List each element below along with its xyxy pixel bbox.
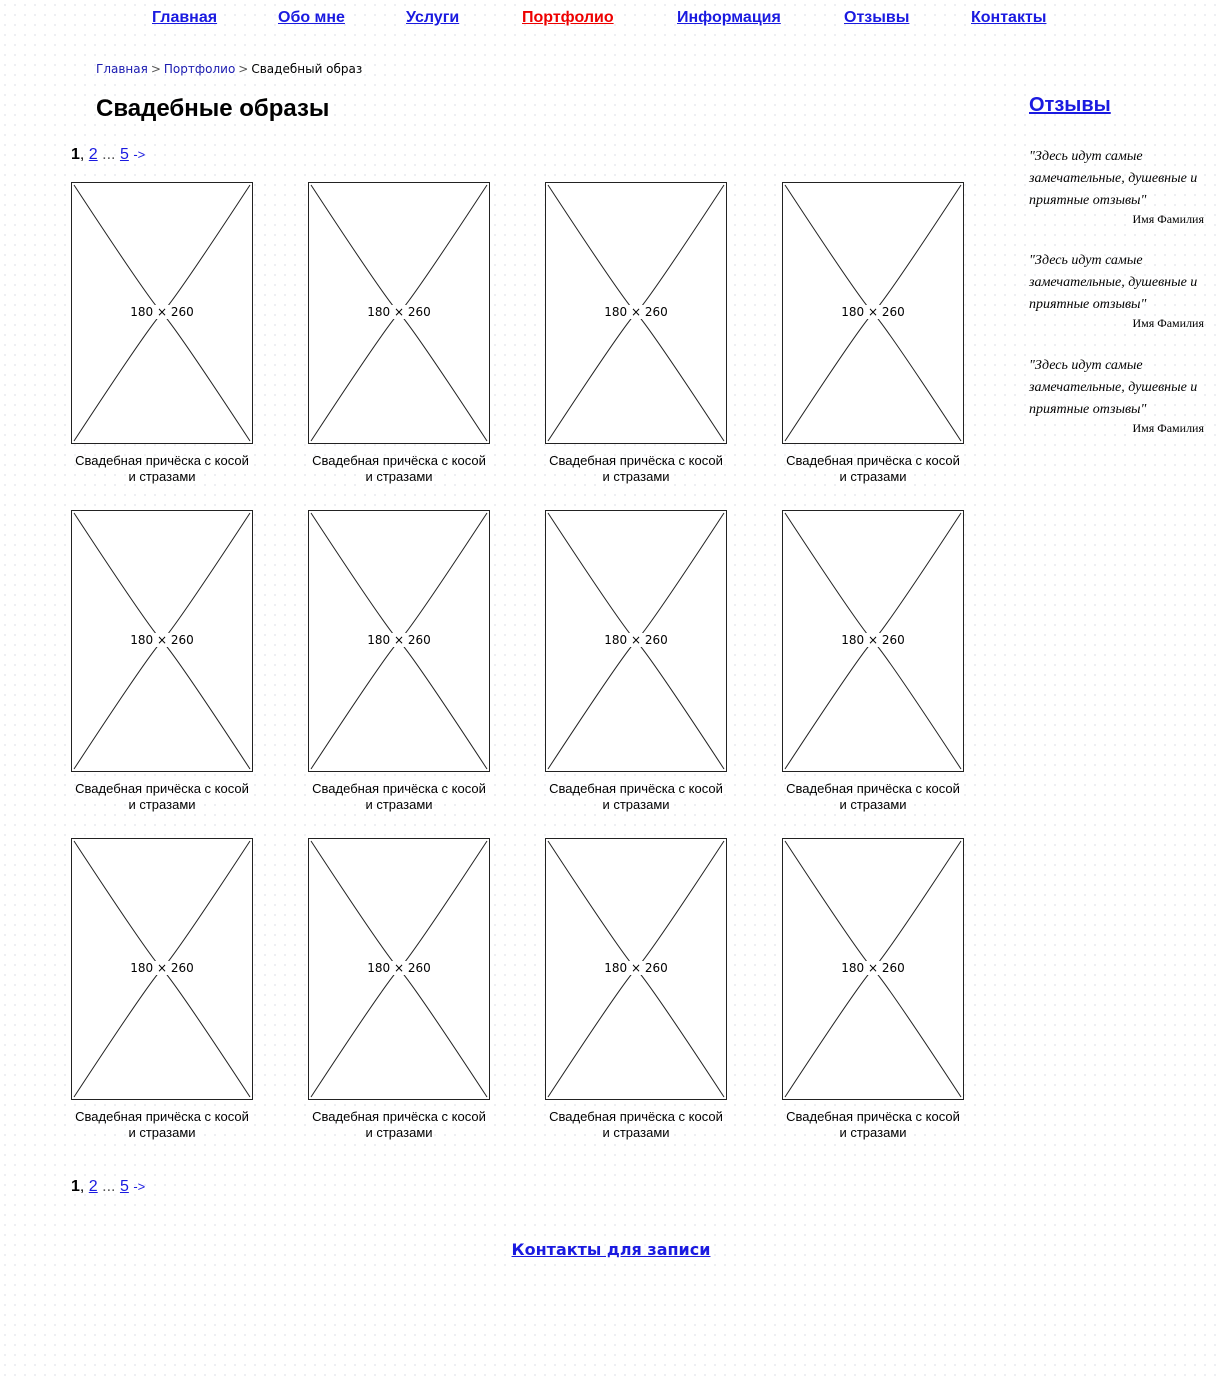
image-dimensions-label: 180 × 260 — [841, 305, 905, 319]
gallery-item — [308, 510, 490, 810]
nav-item-services[interactable]: Услуги — [406, 9, 460, 26]
pager-top: 1, 2 ... 5 -> — [71, 146, 146, 163]
contact-link[interactable]: Контакты для записи — [511, 1240, 711, 1259]
pager-ellipsis: ... — [102, 1178, 116, 1195]
nav-item-reviews[interactable]: Отзывы — [844, 9, 910, 26]
gallery-caption: Свадебная причёска с косой и стразами — [549, 453, 723, 484]
gallery-item — [545, 510, 727, 810]
pager-next-arrow[interactable]: -> — [133, 1179, 146, 1194]
page-title: Свадебные образы — [96, 95, 330, 122]
image-dimensions-label: 180 × 260 — [604, 633, 668, 647]
gallery-caption: Свадебная причёска с косой и стразами — [786, 1109, 960, 1140]
gallery-caption: Свадебная причёска с косой и стразами — [786, 453, 960, 484]
image-dimensions-label: 180 × 260 — [130, 961, 194, 975]
breadcrumb-separator: > — [238, 62, 249, 76]
image-dimensions-label: 180 × 260 — [367, 961, 431, 975]
image-dimensions-label: 180 × 260 — [130, 305, 194, 319]
gallery-caption: Свадебная причёска с косой и стразами — [312, 453, 486, 484]
gallery-item — [308, 838, 490, 1138]
image-placeholder[interactable] — [782, 510, 964, 772]
gallery-caption: Свадебная причёска с косой и стразами — [75, 453, 249, 484]
image-placeholder[interactable] — [545, 838, 727, 1100]
gallery-caption: Свадебная причёска с косой и стразами — [549, 781, 723, 812]
nav-item-portfolio[interactable]: Портфолио — [522, 9, 614, 26]
pager-page-2[interactable]: 2 — [88, 1178, 98, 1195]
footer — [0, 1240, 1222, 1259]
pager-ellipsis: ... — [102, 146, 116, 163]
nav-item-contacts[interactable]: Контакты — [971, 9, 1047, 26]
gallery-item — [782, 182, 964, 482]
nav-item-about[interactable]: Обо мне — [278, 9, 345, 26]
image-placeholder[interactable] — [71, 182, 253, 444]
image-placeholder[interactable] — [71, 510, 253, 772]
image-dimensions-label: 180 × 260 — [367, 305, 431, 319]
breadcrumb-portfolio[interactable]: Портфолио — [163, 62, 236, 76]
breadcrumb — [96, 62, 362, 76]
breadcrumb-separator: > — [150, 62, 161, 76]
gallery-caption: Свадебная причёска с косой и стразами — [312, 1109, 486, 1140]
gallery-item — [782, 838, 964, 1138]
image-placeholder[interactable] — [782, 182, 964, 444]
gallery-caption: Свадебная причёска с косой и стразами — [312, 781, 486, 812]
image-dimensions-label: 180 × 260 — [130, 633, 194, 647]
image-placeholder[interactable] — [545, 510, 727, 772]
gallery-caption: Свадебная причёска с косой и стразами — [75, 1109, 249, 1140]
review-item — [1029, 250, 1204, 330]
image-dimensions-label: 180 × 260 — [367, 633, 431, 647]
gallery-item — [71, 182, 253, 482]
image-dimensions-label: 180 × 260 — [841, 961, 905, 975]
review-item — [1029, 146, 1204, 226]
pager-page-5[interactable]: 5 — [119, 146, 129, 163]
pager-current: 1 — [71, 146, 80, 163]
gallery-caption: Свадебная причёска с косой и стразами — [786, 781, 960, 812]
gallery-item — [71, 510, 253, 810]
pager-page-5[interactable]: 5 — [119, 1178, 129, 1195]
review-author: Имя Фамилия — [1132, 212, 1204, 226]
breadcrumb-current: Свадебный образ — [251, 62, 363, 76]
review-text: "Здесь идут самые замечательные, душевные и приятные отзывы" — [1029, 358, 1198, 417]
breadcrumb-home[interactable]: Главная — [96, 62, 148, 76]
image-placeholder[interactable] — [308, 182, 490, 444]
pager-next-arrow[interactable]: -> — [133, 147, 146, 162]
reviews-sidebar — [1029, 94, 1204, 435]
review-author: Имя Фамилия — [1132, 421, 1204, 435]
gallery-caption: Свадебная причёска с косой и стразами — [75, 781, 249, 812]
nav-item-home[interactable]: Главная — [152, 9, 218, 26]
review-item — [1029, 355, 1204, 435]
reviews-title-link[interactable]: Отзывы — [1029, 94, 1111, 116]
gallery-item — [545, 838, 727, 1138]
main-nav — [0, 9, 1222, 33]
review-author: Имя Фамилия — [1132, 316, 1204, 330]
review-text: "Здесь идут самые замечательные, душевные и приятные отзывы" — [1029, 149, 1198, 208]
image-placeholder[interactable] — [308, 510, 490, 772]
pager-page-2[interactable]: 2 — [88, 146, 98, 163]
image-placeholder[interactable] — [782, 838, 964, 1100]
nav-item-info[interactable]: Информация — [677, 9, 781, 26]
image-dimensions-label: 180 × 260 — [604, 305, 668, 319]
gallery-item — [545, 182, 727, 482]
pager-current: 1 — [71, 1178, 80, 1195]
image-placeholder[interactable] — [71, 838, 253, 1100]
gallery-caption: Свадебная причёска с косой и стразами — [549, 1109, 723, 1140]
gallery-item — [71, 838, 253, 1138]
image-placeholder[interactable] — [545, 182, 727, 444]
pager-bottom: 1, 2 ... 5 -> — [71, 1178, 146, 1195]
image-dimensions-label: 180 × 260 — [841, 633, 905, 647]
image-dimensions-label: 180 × 260 — [604, 961, 668, 975]
gallery-item — [308, 182, 490, 482]
gallery-grid — [71, 182, 971, 1142]
gallery-item — [782, 510, 964, 810]
review-text: "Здесь идут самые замечательные, душевные и приятные отзывы" — [1029, 253, 1198, 312]
image-placeholder[interactable] — [308, 838, 490, 1100]
